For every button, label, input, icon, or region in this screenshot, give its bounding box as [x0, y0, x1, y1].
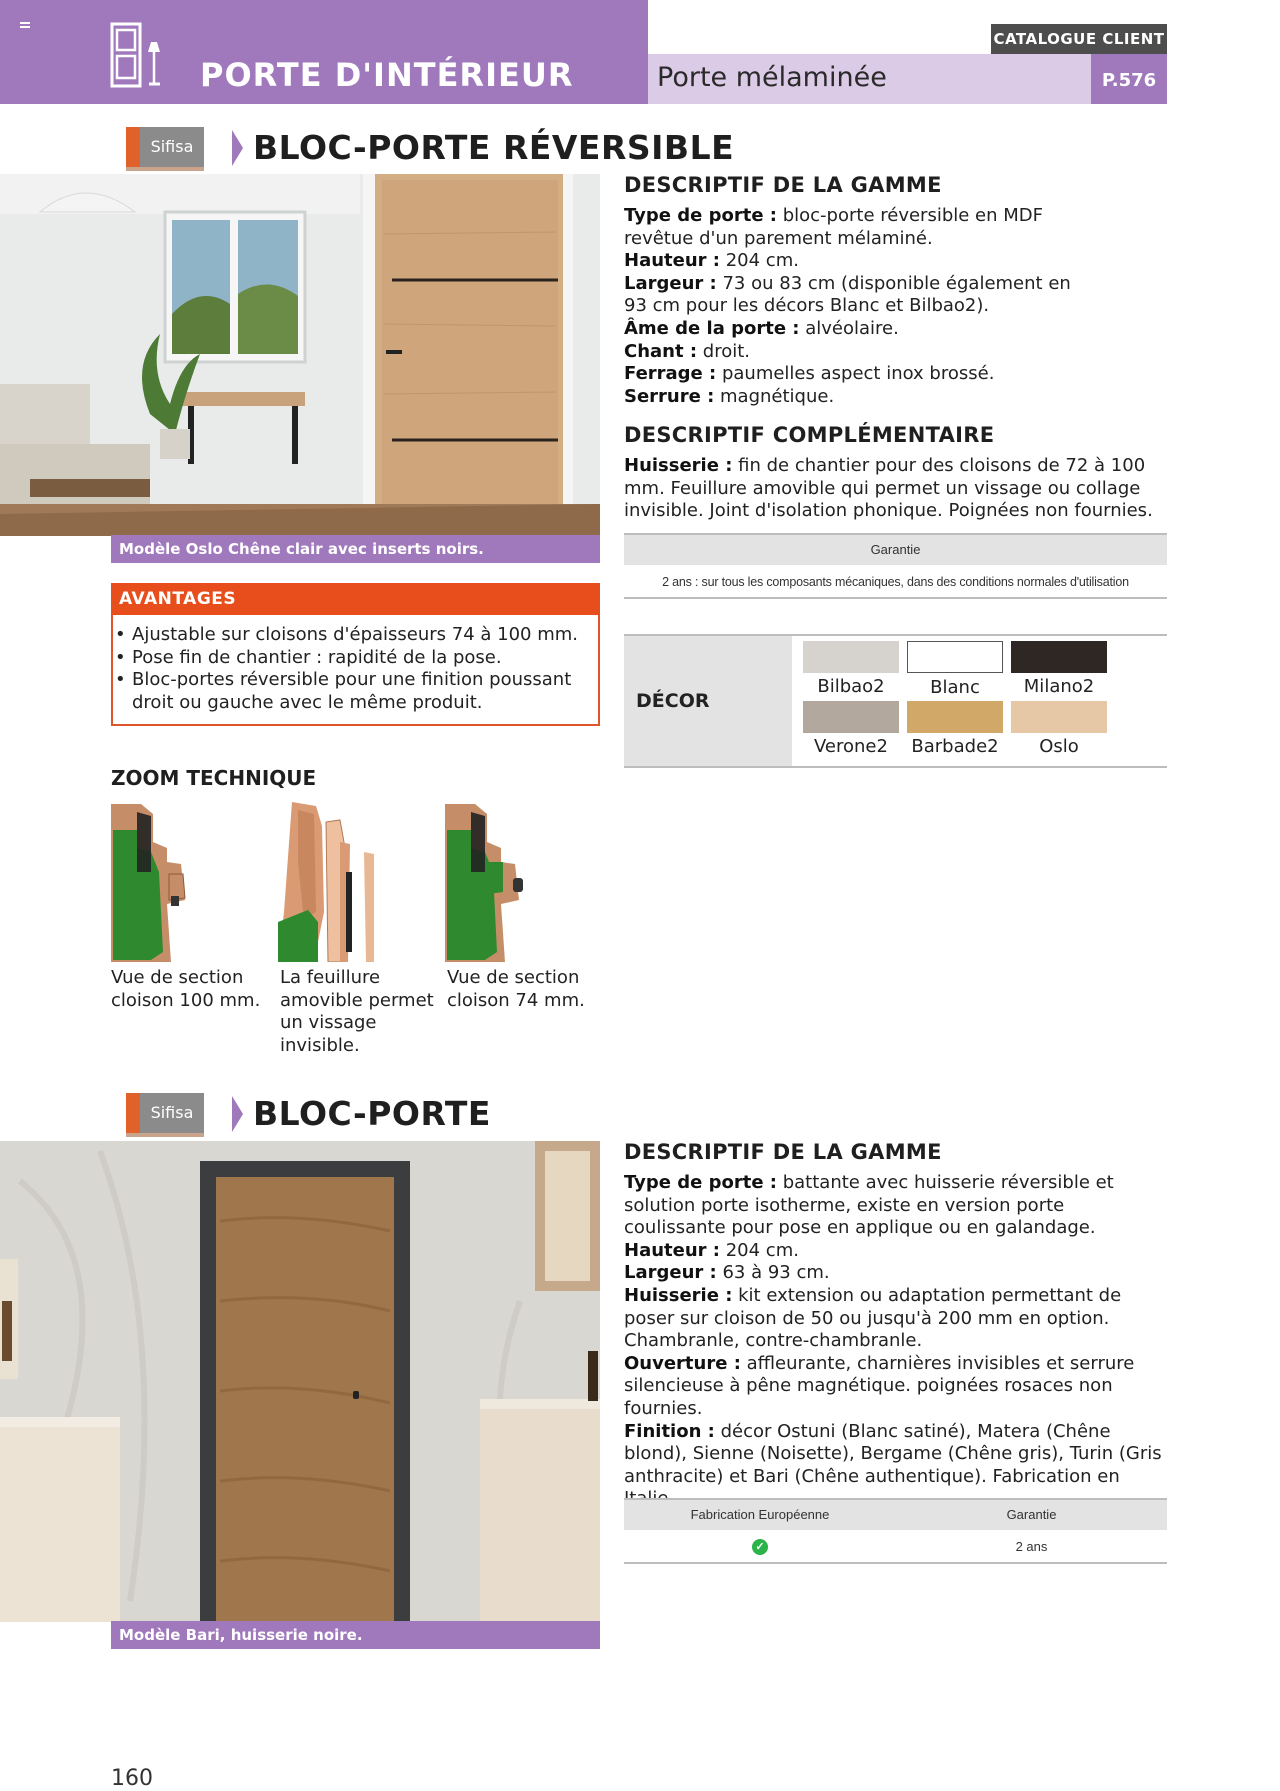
swatch-blanc — [907, 641, 1003, 673]
product-photo-bari — [0, 1141, 600, 1622]
spec-line: Largeur : 73 ou 83 cm (disponible également en 93 cm pour les décors Blanc et Bilbao2). — [624, 272, 1071, 317]
table-cell: 2 ans — [1015, 1539, 1048, 1554]
list-item: • Pose fin de chantier : rapidité de la pose. — [115, 647, 595, 670]
descriptif-heading: DESCRIPTIF DE LA GAMME — [624, 1140, 942, 1164]
spec-line: Chant : droit. — [624, 340, 751, 362]
page-ref-badge: P.576 — [1091, 54, 1167, 104]
product-photo-oslo — [0, 174, 600, 536]
swatch-name: Blanc — [930, 677, 980, 698]
descriptif-body — [624, 1172, 1170, 1511]
swatch-name: Barbade2 — [911, 736, 999, 757]
zoom-caption: Vue de section cloison 74 mm. — [447, 967, 585, 1011]
spec-line: Hauteur : 204 cm. — [624, 1239, 799, 1261]
guarantee-text: 2 ans : sur tous les composants mécaniques, dans des conditions normales d'utilisation — [624, 565, 1167, 599]
photo-caption: Modèle Oslo Chêne clair avec inserts noirs. — [111, 535, 600, 563]
zoom-heading: ZOOM TECHNIQUE — [111, 766, 317, 790]
spec-line: Serrure : magnétique. — [624, 385, 835, 407]
guarantee-header: Garantie — [624, 533, 1167, 565]
section-title: BLOC-PORTE RÉVERSIBLE — [253, 128, 735, 167]
descriptif-heading: DESCRIPTIF DE LA GAMME — [624, 173, 942, 197]
section-view-74-image — [445, 802, 541, 962]
table-header: Fabrication Européenne — [690, 1507, 830, 1522]
chevron-right-icon — [232, 1096, 243, 1132]
fabrication-table — [624, 1498, 1167, 1564]
swatch-barbade2 — [907, 701, 1003, 733]
swatch-name: Milano2 — [1023, 676, 1095, 697]
section-view-100-image — [111, 802, 207, 962]
spec-line: Âme de la porte : alvéolaire. — [624, 317, 899, 339]
decor-label: DÉCOR — [636, 690, 710, 712]
brand-logo — [126, 127, 204, 167]
zoom-caption: Vue de section cloison 100 mm. — [111, 967, 261, 1011]
swatch-oslo — [1011, 701, 1107, 733]
swatch-name: Oslo — [1039, 736, 1079, 757]
complementary-heading: DESCRIPTIF COMPLÉMENTAIRE — [624, 423, 995, 447]
list-item: • Ajustable sur cloisons d'épaisseurs 74 à 100 mm. — [115, 624, 595, 647]
removable-rebate-image — [278, 802, 374, 962]
complementary-body: Huisserie : fin de chantier pour des cloisons de 72 à 100 mm. Feuillure amovible qui permet un vissage ou collage invisible. Joint d'isolation phonique. Poignées non fournies. — [624, 455, 1153, 522]
spec-line: Type de porte : bloc-porte réversible en MDF revêtue d'un parement mélaminé. — [624, 205, 1044, 249]
chevron-right-icon — [232, 130, 243, 166]
spec-line: Largeur : 63 à 93 cm. — [624, 1262, 830, 1284]
swatch-verone2 — [803, 701, 899, 733]
list-item: • Bloc-portes réversible pour une finition poussant droit ou gauche avec le même produit. — [115, 669, 595, 714]
advantages-heading: AVANTAGES — [111, 583, 600, 615]
brand-logo-text: Sifisa — [150, 1103, 194, 1122]
door-lamp-icon — [110, 22, 166, 88]
spec-line: Huisserie : kit extension ou adaptation permettant de poser sur cloison de 50 ou jusqu'à 200 mm en option. Chambranle, contre-chambranle. — [624, 1284, 1122, 1352]
spec-line: Hauteur : 204 cm. — [624, 250, 799, 272]
page-section-title: PORTE D'INTÉRIEUR — [200, 56, 574, 94]
catalogue-badge: CATALOGUE CLIENT — [991, 24, 1167, 54]
swatch-milano2 — [1011, 641, 1107, 673]
brand-logo — [126, 1093, 204, 1133]
spec-line: Ferrage : paumelles aspect inox brossé. — [624, 363, 995, 385]
swatch-bilbao2 — [803, 641, 899, 673]
spec-line: Finition : décor Ostuni (Blanc satiné), Matera (Chêne blond), Sienne (Noisette), Bergame (Chêne gris), Turin (Gris anthracite) et Bari (Chêne authentique). Fabrication en — [624, 1420, 1162, 1487]
photo-caption: Modèle Bari, huisserie noire. — [111, 1621, 600, 1649]
spec-line: Ouverture : affleurante, charnières invisibles et serrure silencieuse à pêne magnétique. poignées rosaces non fournies. — [624, 1352, 1135, 1419]
page-number: 160 — [111, 1766, 153, 1791]
swatch-name: Bilbao2 — [817, 676, 885, 697]
spec-line: Type de porte : battante avec huisserie réversible et solution porte isotherme, existe en version porte coulissante pour pose en applique ou en galandage. — [624, 1172, 1114, 1239]
swatch-name: Verone2 — [814, 736, 888, 757]
section-title: BLOC-PORTE — [253, 1094, 491, 1133]
check-icon: ✓ — [752, 1539, 768, 1555]
descriptif-body — [624, 205, 1094, 408]
page-subtitle: Porte mélaminée — [657, 62, 887, 93]
flag-icon — [20, 22, 30, 28]
advantages-list — [115, 624, 595, 714]
brand-logo-text: Sifisa — [150, 137, 194, 156]
guarantee-table — [624, 533, 1167, 599]
table-header: Garantie — [1006, 1507, 1057, 1522]
zoom-caption: La feuillure amovible permet un vissage invisible. — [280, 967, 434, 1056]
